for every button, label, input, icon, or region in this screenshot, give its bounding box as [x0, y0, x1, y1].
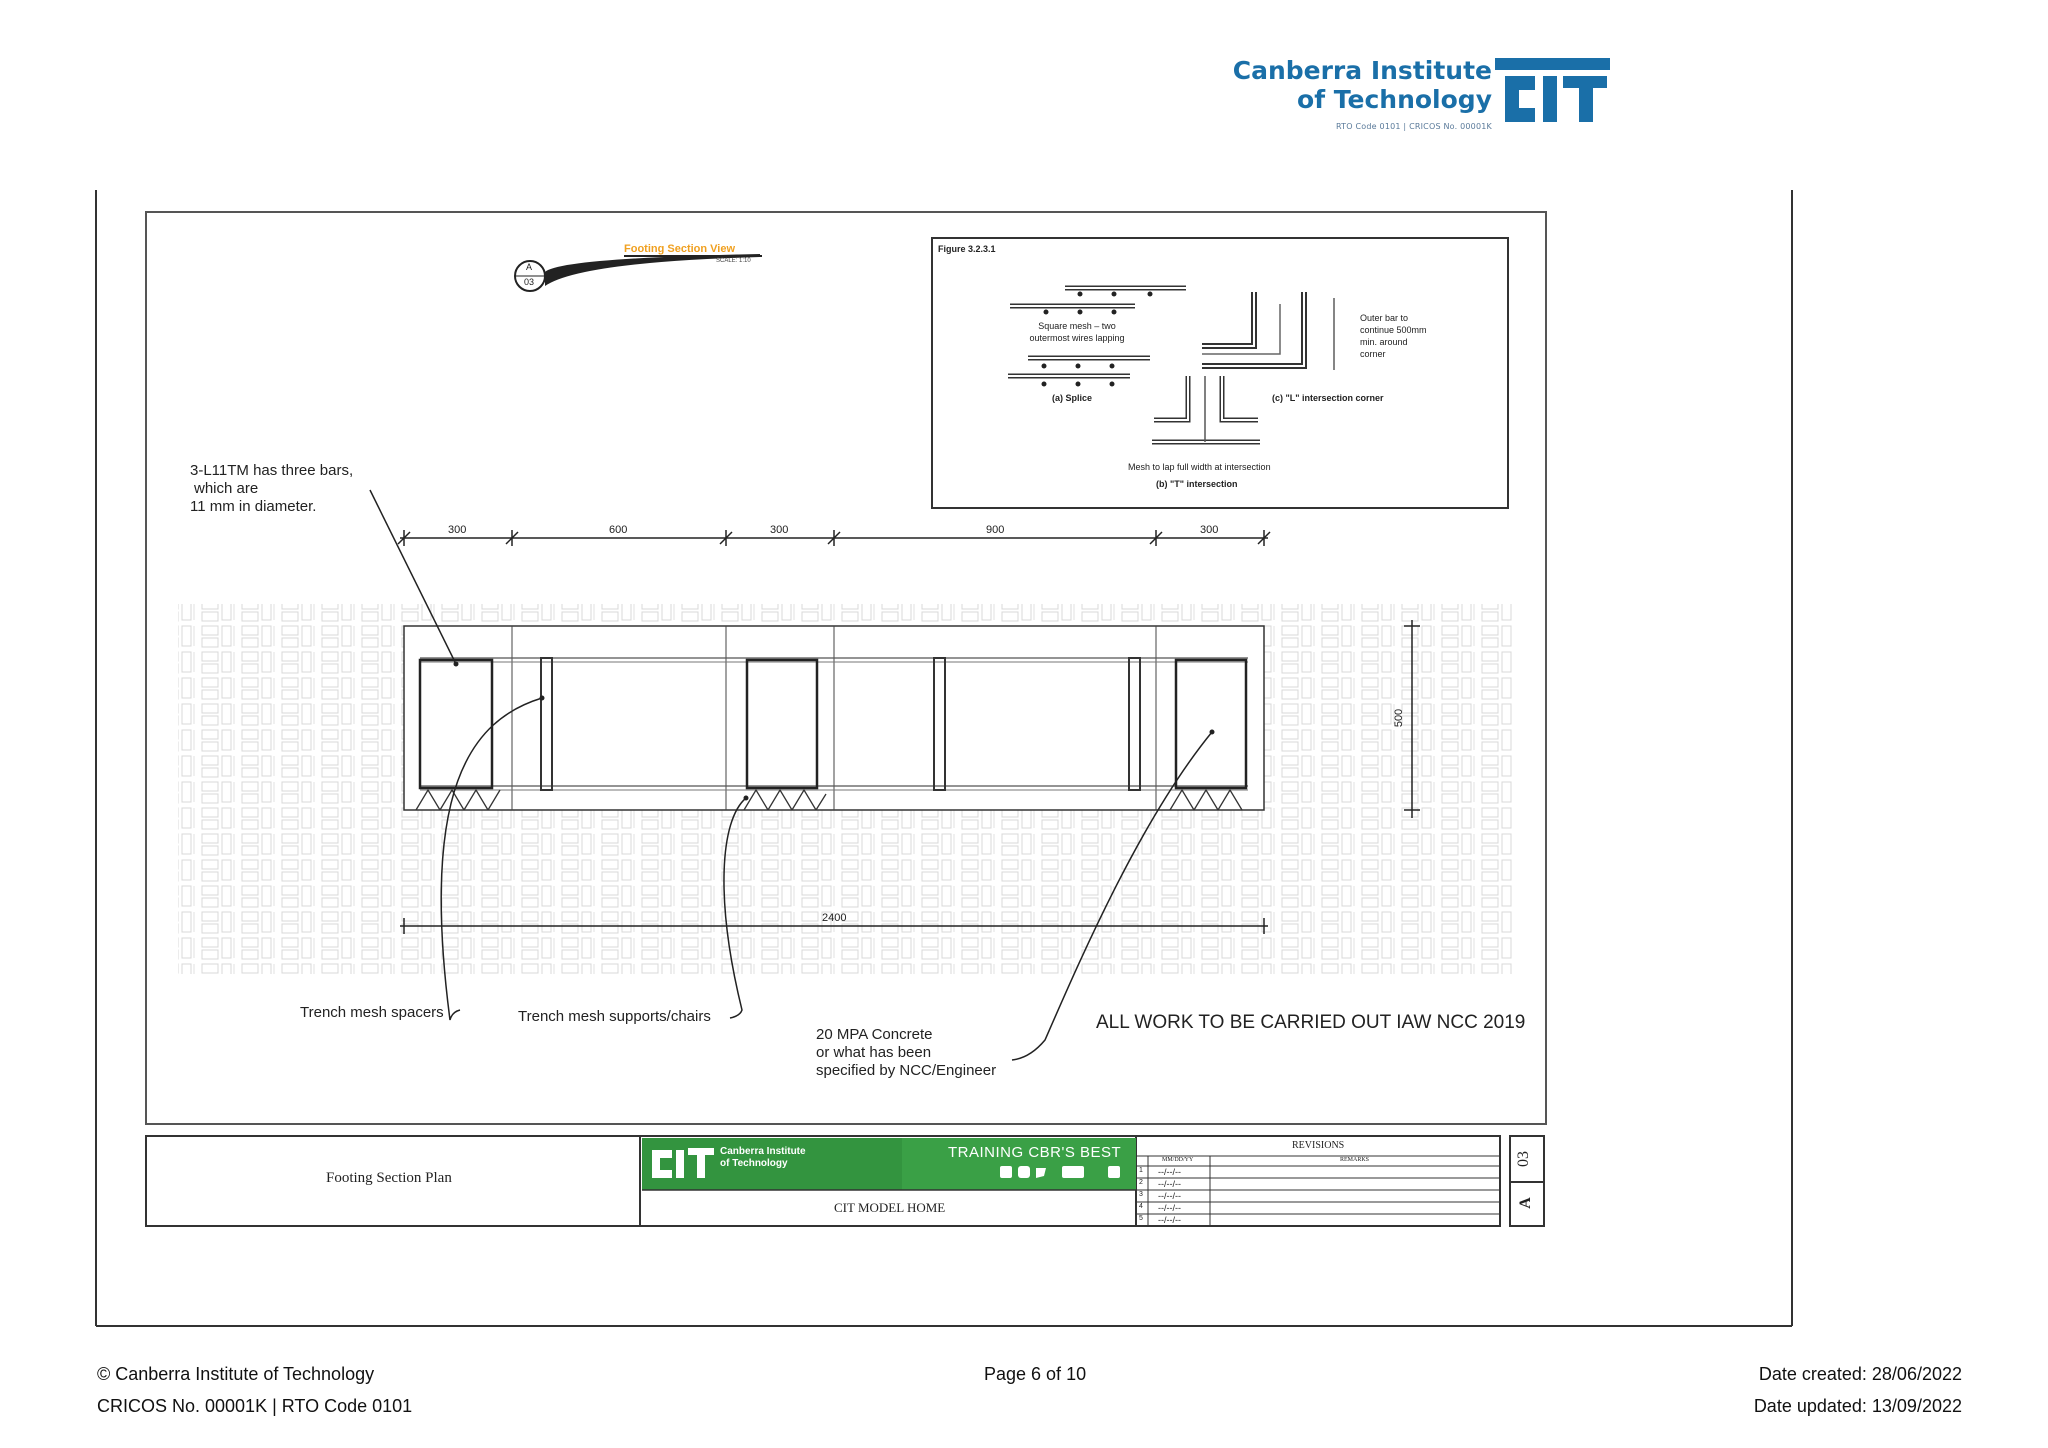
revision-row-date: --/--/-- — [1158, 1167, 1181, 1177]
total-dimension-label: 2400 — [822, 912, 847, 924]
footer-copyright: © Canberra Institute of Technology — [97, 1364, 375, 1384]
revision-row-date: --/--/-- — [1158, 1179, 1181, 1189]
view-title: Footing Section View — [624, 243, 736, 255]
spacers-label: Trench mesh spacers — [300, 1004, 444, 1021]
dimension-label: 900 — [986, 524, 1005, 536]
supports-label: Trench mesh supports/chairs — [518, 1008, 711, 1025]
dimension-label: 300 — [1200, 524, 1219, 536]
project-name: CIT MODEL HOME — [834, 1200, 946, 1215]
revision-row-number: 3 — [1139, 1191, 1143, 1198]
concrete-label — [816, 1026, 996, 1080]
banner-org-line-1: Canberra Institute — [720, 1146, 806, 1157]
figure-corner-caption: (c) "L" intersection corner — [1272, 393, 1384, 403]
revision-letter: A — [1516, 1197, 1534, 1209]
revision-row-date: --/--/-- — [1158, 1203, 1181, 1213]
logo-line-1: Canberra Institute — [1232, 56, 1492, 85]
figure-tee-caption: (b) "T" intersection — [1156, 479, 1238, 489]
bar-note-line-2: which are — [194, 480, 259, 497]
revision-row-date: --/--/-- — [1158, 1215, 1181, 1225]
figure-corner-note: Outer bar to continue 500mm min. around corner — [1360, 313, 1427, 359]
revisions-remarks-header: REMARKS — [1340, 1157, 1370, 1163]
view-scale: SCALE: 1:10 — [716, 258, 751, 264]
section-marker-letter: A — [526, 262, 533, 272]
revision-row-number: 4 — [1139, 1203, 1143, 1210]
dimension-label: 300 — [448, 524, 467, 536]
sheet-number: 03 — [1515, 1151, 1532, 1167]
logo-codes: RTO Code 0101 | CRICOS No. 00001K — [1336, 122, 1492, 131]
height-dimension-label: 500 — [1393, 708, 1406, 728]
ncc-note: ALL WORK TO BE CARRIED OUT IAW NCC 2019 — [1096, 1012, 1526, 1033]
footer-cricos: CRICOS No. 00001K | RTO Code 0101 — [97, 1396, 413, 1416]
section-marker-number: 03 — [524, 277, 535, 287]
banner-slogan: TRAINING CBR'S BEST — [948, 1144, 1122, 1161]
figure-label: Figure 3.2.3.1 — [938, 244, 996, 254]
concrete-line-2: or what has been — [816, 1044, 932, 1061]
revision-row-number: 2 — [1139, 1179, 1143, 1186]
bar-note-line-1: 3-L11TM has three bars, — [190, 462, 354, 479]
bar-note — [190, 462, 353, 516]
dimension-label: 300 — [770, 524, 789, 536]
concrete-line-1: 20 MPA Concrete — [816, 1026, 933, 1043]
footer-date-updated: Date updated: 13/09/2022 — [1753, 1396, 1962, 1416]
revisions-date-header: MM/DD/YY — [1162, 1157, 1194, 1163]
concrete-line-3: specified by NCC/Engineer — [816, 1062, 997, 1079]
revision-row-number: 5 — [1139, 1215, 1143, 1222]
revision-row-number: 1 — [1139, 1167, 1143, 1174]
banner-org-line-2: of Technology — [720, 1158, 788, 1169]
revision-row-date: --/--/-- — [1158, 1191, 1181, 1201]
footer-page-number: Page 6 of 10 — [984, 1364, 1087, 1384]
dimension-label: 600 — [609, 524, 628, 536]
sheet-title: Footing Section Plan — [326, 1170, 452, 1186]
figure-tee-note: Mesh to lap full width at intersection — [1128, 462, 1271, 472]
revisions-title: REVISIONS — [1292, 1140, 1345, 1151]
figure-splice-note: Square mesh – two outermost wires lapping — [1029, 321, 1125, 343]
logo-line-2: of Technology — [1297, 85, 1492, 114]
figure-splice-caption: (a) Splice — [1052, 393, 1093, 403]
banner-org-name — [720, 1146, 806, 1170]
footer-date-created: Date created: 28/06/2022 — [1758, 1364, 1962, 1384]
bar-note-line-3: 11 mm in diameter. — [190, 498, 317, 515]
